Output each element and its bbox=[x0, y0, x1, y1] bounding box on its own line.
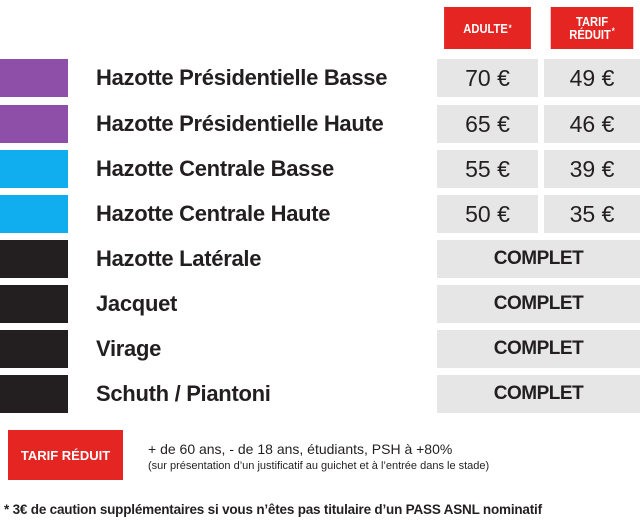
zone-color-swatch bbox=[0, 150, 68, 188]
status-complet: COMPLET bbox=[437, 375, 640, 413]
zone-name: Jacquet bbox=[96, 291, 178, 316]
zone-name: Hazotte Présidentielle Basse bbox=[96, 65, 388, 90]
price-row bbox=[0, 150, 640, 188]
zone-color-swatch bbox=[0, 285, 68, 323]
zone-color-swatch bbox=[0, 195, 68, 233]
zone-color-swatch bbox=[0, 105, 68, 143]
price-reduit: 35 € bbox=[544, 195, 640, 233]
tarif-reduit-badge: TARIF RÉDUIT bbox=[8, 430, 123, 480]
price-reduit: 46 € bbox=[544, 105, 640, 143]
price-row bbox=[0, 195, 640, 233]
zone-name: Schuth / Piantoni bbox=[96, 381, 271, 406]
tarif-reduit-note: (sur présentation d’un justificatif au guichet et à l’entrée dans le stade) bbox=[148, 460, 490, 472]
zone-name: Hazotte Centrale Haute bbox=[96, 201, 331, 226]
status-complet: COMPLET bbox=[437, 240, 640, 278]
complet-row bbox=[0, 285, 640, 323]
caution-footnote: * 3€ de caution supplémentaires si vous n’êtes pas titulaire d’un PASS ASNL nominatif bbox=[4, 502, 542, 517]
price-row bbox=[0, 105, 640, 143]
price-adulte: 70 € bbox=[437, 59, 538, 97]
complet-row bbox=[0, 330, 640, 368]
zone-color-swatch bbox=[0, 240, 68, 278]
zone-name: Hazotte Centrale Basse bbox=[96, 156, 334, 181]
header-reduit-asterisk: * bbox=[611, 25, 615, 36]
status-complet: COMPLET bbox=[437, 285, 640, 323]
complet-row bbox=[0, 375, 640, 413]
tarif-reduit-conditions: + de 60 ans, - de 18 ans, étudiants, PSH à +80% bbox=[148, 441, 453, 457]
zone-color-swatch bbox=[0, 375, 68, 413]
price-reduit: 39 € bbox=[544, 150, 640, 188]
status-complet: COMPLET bbox=[437, 330, 640, 368]
zone-color-swatch bbox=[0, 330, 68, 368]
zone-name: Hazotte Présidentielle Haute bbox=[96, 111, 384, 136]
price-adulte: 65 € bbox=[437, 105, 538, 143]
zone-name: Hazotte Latérale bbox=[96, 246, 262, 271]
header-reduit-line2: RÉDUIT bbox=[569, 27, 611, 42]
price-reduit: 49 € bbox=[544, 59, 640, 97]
complet-row bbox=[0, 240, 640, 278]
header-adulte-label: ADULTE bbox=[463, 20, 508, 36]
price-row bbox=[0, 59, 640, 97]
zone-name: Virage bbox=[96, 336, 162, 361]
header-tarif-reduit bbox=[551, 7, 634, 49]
price-adulte: 55 € bbox=[437, 150, 538, 188]
header-adulte: ADULTE * bbox=[444, 7, 531, 49]
header-reduit-line1: TARIF bbox=[575, 14, 609, 29]
zone-color-swatch bbox=[0, 59, 68, 97]
price-adulte: 50 € bbox=[437, 195, 538, 233]
